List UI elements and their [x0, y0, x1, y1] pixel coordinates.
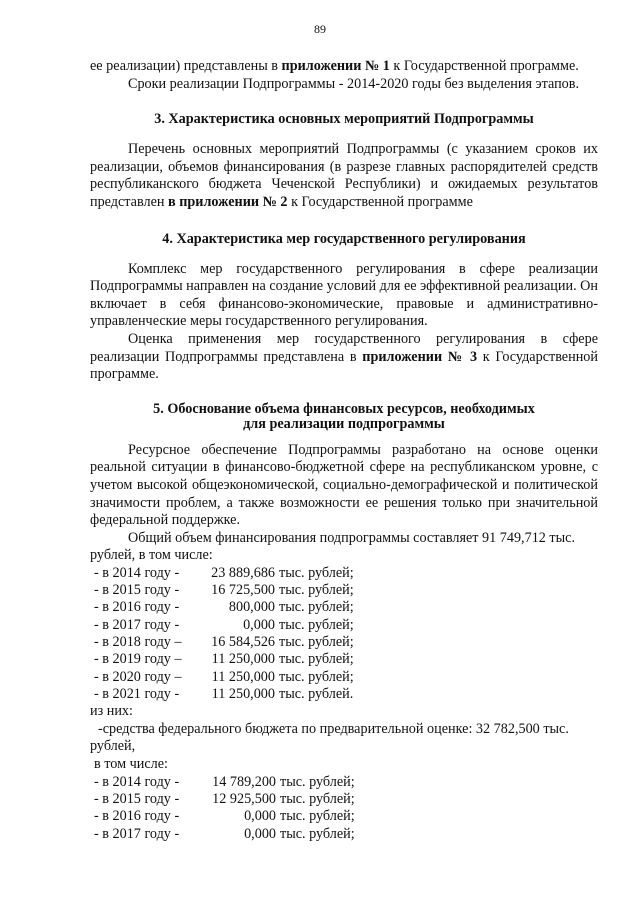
section3-appendix-ref: в приложении № 2: [168, 193, 288, 210]
list-item: - в 2015 году - 12 925,500 тыс. рублей;: [94, 790, 355, 807]
list-item: - в 2020 году – 11 250,000 тыс. рублей;: [94, 668, 354, 685]
list-item: - в 2017 году - 0,000 тыс. рублей;: [94, 825, 355, 842]
section4-appendix-ref: приложении № 3: [362, 348, 478, 365]
document-body: [90, 58, 598, 843]
section5-paragraph-1: Ресурсное обеспечение Подпрограммы разработано на основе оценки реальной ситуации в финансово-бюджетной сфере на республиканском уровне, с учетом высокой общеэкономической, социально-демографической и политической значимости проблем, а также возможности ее решения только при значительной федеральной поддержке.: [90, 441, 598, 529]
list-item: - в 2021 году - 11 250,000 тыс. рублей.: [94, 685, 354, 702]
section4-text: Оценка применения мер государственного регулирования в сфере реализации Подпрограммы представлена в: [90, 330, 598, 365]
intro-appendix-ref: приложении № 1: [281, 58, 390, 74]
section4-paragraph-1: Комплекс мер государственного регулирования в сфере реализации Подпрограммы направлен на создание условий для ее эффективной реализации. Он включает в себя финансово-экономические, правовые и административно-управленческие меры государственного регулирования.: [90, 260, 599, 330]
section5-paragraph-2: Общий объем финансирования подпрограммы составляет 91 749,712 тыс. рублей, в том числе:: [90, 529, 576, 564]
list-item: - в 2018 году – 16 584,526 тыс. рублей;: [94, 634, 354, 651]
list-item: - в 2016 году - 800,000 тыс. рублей;: [94, 599, 354, 616]
list-item: - в 2016 году - 0,000 тыс. рублей;: [94, 808, 355, 825]
section5-heading-line2: для реализации подпрограммы: [243, 415, 445, 432]
of-them-label: из них:: [90, 703, 133, 720]
intro-text: ее реализации) представлены в: [90, 58, 282, 74]
period-paragraph: Сроки реализации Подпрограммы - 2014-2020 годы без выделения этапов.: [128, 75, 580, 92]
section4-paragraph-2: [90, 331, 598, 384]
section3-paragraph: [90, 141, 598, 211]
section4-text-end: к Государственной программе.: [90, 348, 598, 383]
including-label: в том числе:: [94, 756, 168, 773]
list-item: - в 2017 году - 0,000 тыс. рублей;: [94, 616, 354, 633]
list-item: - в 2015 году - 16 725,500 тыс. рублей;: [94, 582, 354, 599]
intro-text-end: к Государственной программе.: [389, 58, 579, 74]
federal-budget-paragraph: -средства федерального бюджета по предварительной оценке: 32 782,500 тыс. рублей,: [90, 720, 569, 755]
section3-heading: 3. Характеристика основных мероприятий Подпрограммы: [154, 111, 534, 128]
total-funding-list: [90, 565, 598, 703]
page-number: 89: [314, 22, 326, 36]
section5-heading-line1: 5. Обоснование объема финансовых ресурсов, необходимых: [153, 400, 535, 417]
list-item: - в 2019 году – 11 250,000 тыс. рублей;: [94, 651, 354, 668]
federal-funding-list: [90, 774, 598, 843]
section3-text-end: к Государственной программе: [287, 193, 473, 210]
list-item: - в 2014 году - 14 789,200 тыс. рублей;: [94, 773, 355, 790]
section3-text: Перечень основных мероприятий Подпрограммы (с указанием сроков их реализации, объемов финансирования (в разрезе главных распорядителей средств республиканского бюджета Чеченской Республики) и ожидаемых результатов представлен: [90, 141, 598, 210]
section4-heading: 4. Характеристика мер государственного регулирования: [162, 230, 526, 247]
list-item: - в 2014 году - 23 889,686 тыс. рублей;: [94, 564, 354, 581]
intro-paragraph: [90, 58, 598, 76]
